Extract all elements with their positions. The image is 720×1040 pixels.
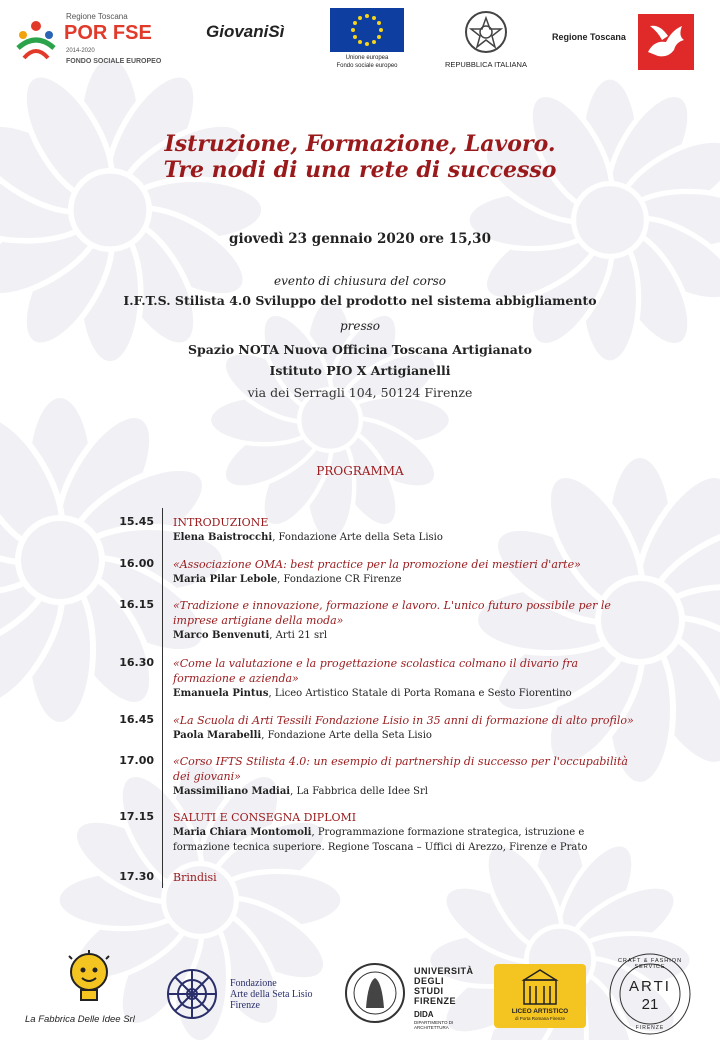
program-divider bbox=[162, 508, 163, 888]
liceo-line2: di Porta Romana Firenze bbox=[514, 1016, 566, 1021]
eu-logo bbox=[330, 8, 404, 70]
program-talk: «Tradizione e innovazione, formazione e lavoro. L'unico futuro possibile per le bbox=[173, 599, 611, 612]
fondazione-lisio-logo bbox=[164, 966, 334, 1026]
regione-toscana-flag bbox=[638, 14, 694, 70]
repubblica-italiana-logo bbox=[438, 8, 534, 70]
program-talk: Brindisi bbox=[173, 871, 217, 884]
program-affiliation: , Fondazione CR Firenze bbox=[277, 574, 402, 585]
por-fse-logo bbox=[14, 10, 174, 72]
program-affiliation: , Liceo Artistico Statale di Porta Romana e Sesto Fiorentino bbox=[268, 688, 572, 699]
por-fse-region: Regione Toscana bbox=[66, 12, 128, 21]
event-intro: evento di chiusura del corso bbox=[273, 274, 446, 288]
por-fse-years: 2014-2020 bbox=[66, 48, 95, 54]
program-time: 15.45 bbox=[119, 515, 154, 528]
unifi-dida: DIDA bbox=[414, 1010, 434, 1019]
program-time: 17.30 bbox=[119, 870, 154, 883]
program-speaker: Elena Baistrocchi bbox=[173, 532, 273, 543]
program-time: 16.15 bbox=[119, 598, 154, 611]
title-line2: Tre nodi di una rete di successo bbox=[163, 157, 557, 183]
regione-toscana-label: Regione Toscana bbox=[552, 32, 626, 42]
program-talk: «La Scuola di Arti Tessili Fondazione Lisio in 35 anni di formazione di alto profilo» bbox=[173, 714, 634, 727]
program-talk-cont: imprese artigiane della moda» bbox=[173, 614, 344, 627]
giovanisi-logo: GiovaniSì bbox=[206, 22, 285, 41]
title-line1: Istruzione, Formazione, Lavoro. bbox=[164, 131, 556, 157]
unifi-line2: DEGLI STUDI bbox=[414, 976, 445, 996]
program-time: 16.45 bbox=[119, 713, 154, 726]
unifi-logo bbox=[344, 960, 474, 1030]
por-fse-fund: FONDO SOCIALE EUROPEO bbox=[66, 58, 162, 65]
venue-address: via dei Serragli 104, 50124 Firenze bbox=[247, 385, 473, 400]
program-affiliation-cont: formazione tecnica superiore. Regione Toscana – Uffici di Arezzo, Firenze e Prato bbox=[173, 842, 588, 853]
program-speaker: Maria Pilar Lebole bbox=[173, 574, 278, 585]
lisio-rosette-icon bbox=[164, 966, 220, 1022]
venue-line1: Spazio NOTA Nuova Officina Toscana Artigianato bbox=[188, 342, 532, 357]
course-name: I.F.T.S. Stilista 4.0 Sviluppo del prodotto nel sistema abbigliamento bbox=[123, 293, 597, 308]
unifi-seal-icon bbox=[344, 960, 406, 1026]
eu-flag-icon bbox=[330, 8, 404, 52]
program-talk: «Associazione OMA: best practice per la promozione dei mestieri d'arte» bbox=[173, 558, 581, 571]
program-affiliation: , Programmazione formazione strategica, istruzione e bbox=[311, 827, 585, 838]
fabbrica-idee-logo bbox=[25, 950, 165, 1030]
eu-line2: Fondo sociale europeo bbox=[336, 63, 398, 69]
por-fse-name: POR FSE bbox=[64, 22, 152, 44]
por-fse-figures-icon bbox=[14, 18, 58, 62]
venue-line2: Istituto PIO X Artigianelli bbox=[269, 363, 451, 378]
repubblica-label: REPUBBLICA ITALIANA bbox=[445, 60, 527, 69]
building-icon bbox=[494, 966, 586, 1008]
program-affiliation: , Fondazione Arte della Seta Lisio bbox=[261, 730, 432, 741]
program-time: 16.30 bbox=[119, 656, 154, 669]
program-talk-cont: dei giovani» bbox=[173, 770, 241, 783]
program-time: 17.15 bbox=[119, 810, 154, 823]
fabbrica-label: La Fabbrica Delle Idee Srl bbox=[25, 1014, 135, 1025]
programma-heading: PROGRAMMA bbox=[316, 464, 404, 478]
liceo-line1: LICEO ARTISTICO bbox=[511, 1008, 569, 1015]
presso-label: presso bbox=[339, 319, 381, 333]
program-talk-cont: formazione e azienda» bbox=[173, 672, 299, 685]
arti21-logo bbox=[608, 952, 692, 1036]
arti21-arti: ARTI bbox=[629, 978, 671, 995]
program-talk: «Come la valutazione e la progettazione scolastica colmano il divario fra bbox=[173, 657, 579, 670]
program-speaker: Massimiliano Madiai bbox=[173, 786, 291, 797]
liceo-artistico-logo bbox=[494, 964, 586, 1028]
lisio-line3: Firenze bbox=[230, 1000, 260, 1011]
arti21-number: 21 bbox=[641, 996, 659, 1013]
lisio-line2: Arte della Seta Lisio bbox=[230, 989, 313, 1000]
arti21-ring-bottom: FIRENZE bbox=[635, 1025, 665, 1031]
eu-line1: Unione europea bbox=[345, 55, 389, 61]
unifi-line1: UNIVERSITÀ bbox=[414, 966, 474, 976]
lightbulb-icon bbox=[63, 950, 115, 1008]
program-talk: «Corso IFTS Stilista 4.0: un esempio di partnership di successo per l'occupabilità bbox=[173, 755, 628, 768]
program-talk: INTRODUZIONE bbox=[173, 516, 269, 529]
event-date: giovedì 23 gennaio 2020 ore 15,30 bbox=[229, 231, 491, 247]
program-affiliation: , Arti 21 srl bbox=[269, 630, 328, 641]
program-affiliation: , Fondazione Arte della Seta Lisio bbox=[272, 532, 443, 543]
program-speaker: Maria Chiara Montomoli bbox=[173, 827, 312, 838]
program-affiliation: , La Fabbrica delle Idee Srl bbox=[290, 786, 428, 797]
program-speaker: Marco Benvenuti bbox=[173, 630, 270, 641]
program-speaker: Paola Marabelli bbox=[173, 730, 262, 741]
program-time: 17.00 bbox=[119, 754, 154, 767]
pegasus-icon bbox=[638, 14, 694, 70]
unifi-dipartimento: DIPARTIMENTO DI ARCHITETTURA bbox=[414, 1020, 454, 1030]
program-speaker: Emanuela Pintus bbox=[173, 688, 269, 699]
lisio-line1: Fondazione bbox=[230, 978, 277, 989]
arti21-ring-top: CRAFT & FASHION SERVICE bbox=[617, 958, 683, 970]
program-time: 16.00 bbox=[119, 557, 154, 570]
unifi-line3: FIRENZE bbox=[414, 996, 457, 1006]
emblem-icon bbox=[438, 8, 534, 58]
program-talk: SALUTI E CONSEGNA DIPLOMI bbox=[173, 811, 357, 824]
